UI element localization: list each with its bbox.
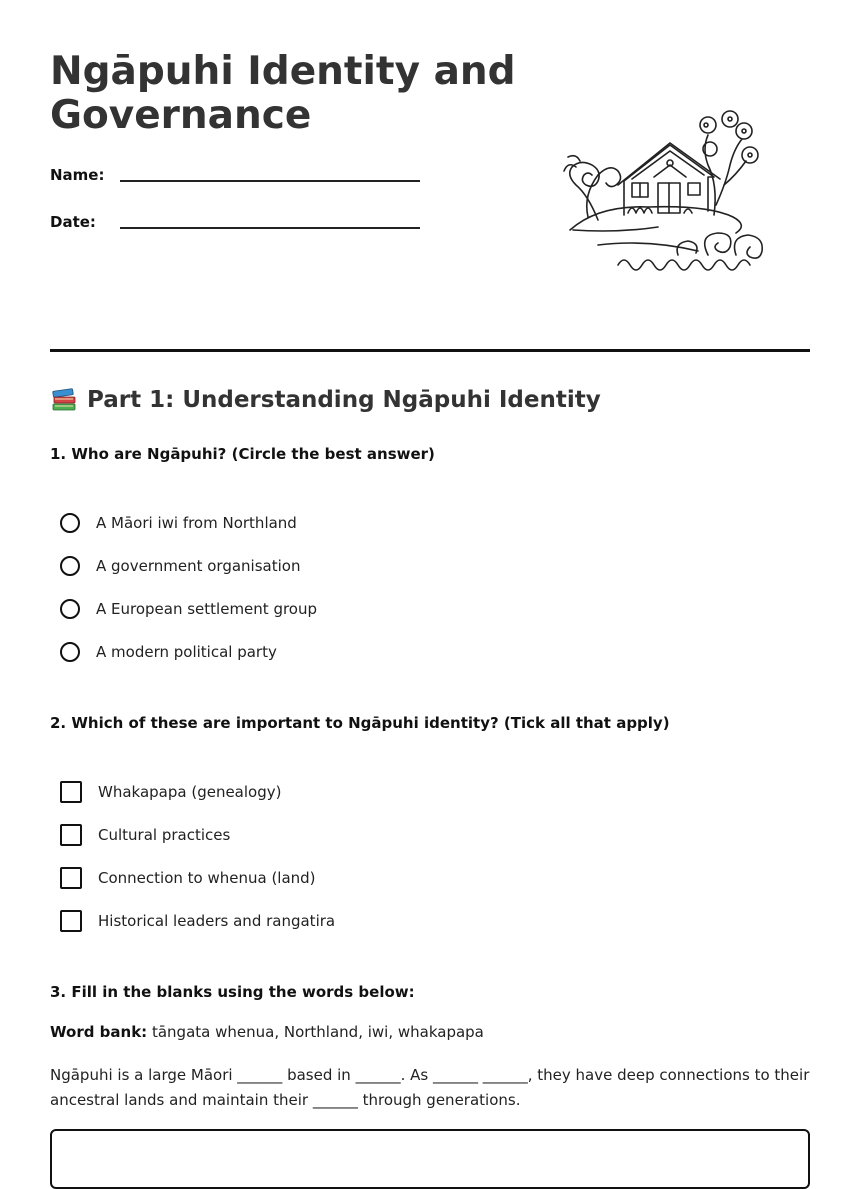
section-divider (50, 349, 810, 352)
word-bank-words: tāngata whenua, Northland, iwi, whakapapa (151, 1023, 484, 1041)
checkbox[interactable] (60, 781, 82, 803)
q1-option-3[interactable] (60, 596, 317, 622)
word-bank-label: Word bank: (50, 1023, 148, 1041)
radio-circle[interactable] (60, 642, 80, 662)
part1-title: Part 1: Understanding Ngāpuhi Identity (87, 387, 601, 413)
option-label: A European settlement group (96, 600, 318, 618)
checkbox[interactable] (60, 867, 82, 889)
question-3: 3. Fill in the blanks using the words below: (50, 983, 415, 1001)
part1-heading (50, 386, 601, 414)
option-label: A Māori iwi from Northland (96, 514, 297, 532)
books-icon (50, 386, 78, 414)
radio-circle[interactable] (60, 556, 80, 576)
q2-option-1[interactable] (60, 779, 281, 805)
question-2: 2. Which of these are important to Ngāpuhi identity? (Tick all that apply) (50, 714, 670, 732)
radio-circle[interactable] (60, 599, 80, 619)
radio-circle[interactable] (60, 513, 80, 533)
q1-option-2[interactable] (60, 553, 300, 579)
checkbox[interactable] (60, 824, 82, 846)
option-label: A government organisation (96, 557, 301, 575)
option-label: A modern political party (96, 643, 277, 661)
name-label: Name: (50, 166, 105, 184)
option-label: Historical leaders and rangatira (98, 912, 336, 930)
q2-option-2[interactable] (60, 822, 230, 848)
name-field[interactable] (120, 180, 420, 182)
checkbox[interactable] (60, 910, 82, 932)
date-field[interactable] (120, 227, 420, 229)
date-label: Date: (50, 213, 96, 231)
question-1: 1. Who are Ngāpuhi? (Circle the best answer) (50, 445, 435, 463)
q2-option-4[interactable] (60, 908, 335, 934)
answer-box[interactable] (50, 1129, 810, 1189)
q1-option-1[interactable] (60, 510, 297, 536)
option-label: Whakapapa (genealogy) (98, 783, 282, 801)
q1-option-4[interactable] (60, 639, 277, 665)
option-label: Cultural practices (98, 826, 231, 844)
page-title: Ngāpuhi Identity and Governance (50, 49, 516, 138)
option-label: Connection to whenua (land) (98, 869, 316, 887)
q2-option-3[interactable] (60, 865, 316, 891)
fill-in-passage: Ngāpuhi is a large Māori ______ based in ______. As ______ ______, they have deep connections to their ancestral lands and maintain their ______ through generations. (50, 1066, 810, 1109)
word-bank (50, 1023, 484, 1041)
marae-meeting-house-illustration (558, 105, 773, 280)
